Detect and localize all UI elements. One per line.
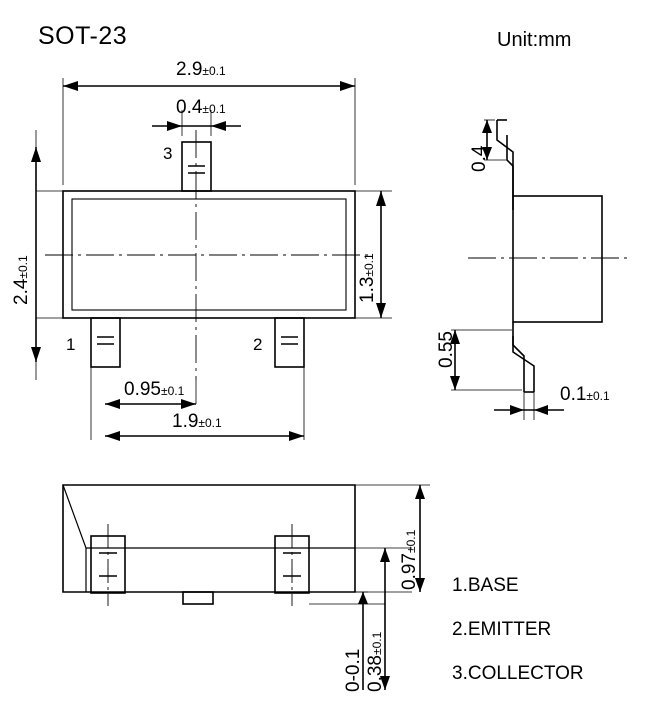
top-view-body-bevel (72, 199, 346, 310)
dim-label-0-0.1: 0-0.1 (343, 648, 364, 692)
side-view-body (513, 196, 602, 322)
legend-item-collector: 3.COLLECTOR (452, 663, 584, 684)
pin-number-2: 2 (253, 335, 263, 354)
page-title: SOT-23 (38, 22, 128, 50)
dim-label-1.9: 1.9±0.1 (172, 411, 222, 432)
front-view-lead3 (183, 592, 213, 604)
dim-2.9 (63, 81, 355, 91)
top-view-body (63, 191, 355, 318)
dim-2.4 (31, 147, 41, 362)
side-view-lead-bottom (513, 322, 534, 392)
dim-label-0.1: 0.1±0.1 (560, 384, 610, 405)
pin-number-3: 3 (163, 144, 173, 163)
dim-label-0.97: 0.97±0.1 (399, 529, 420, 590)
dim-0.1 (494, 405, 564, 415)
dim-label-2.4: 2.4±0.1 (11, 255, 32, 305)
dim-label-0.4-lead-width: 0.4±0.1 (176, 97, 226, 118)
dim-1.9 (105, 431, 304, 441)
dim-label-2.9: 2.9±0.1 (176, 59, 226, 80)
dim-label-0.55: 0.55 (436, 331, 457, 368)
dim-0.95 (105, 399, 196, 409)
legend-item-emitter: 2.EMITTER (452, 619, 552, 640)
legend-item-base: 1.BASE (452, 575, 519, 596)
top-view-pin2 (275, 318, 304, 367)
front-view-bevel (63, 485, 355, 548)
pin-number-1: 1 (66, 335, 76, 354)
dim-label-0.4-side: 0.4 (469, 145, 490, 172)
dim-label-0.95: 0.95±0.1 (124, 379, 185, 400)
top-view-pin1 (91, 318, 120, 367)
dim-label-0.38: 0.38±0.1 (365, 631, 386, 692)
unit-note: Unit:mm (497, 29, 572, 51)
dim-0.4-lead-width (152, 121, 241, 131)
dim-label-1.3: 1.3±0.1 (357, 253, 378, 303)
side-view-lead-left (497, 120, 513, 210)
